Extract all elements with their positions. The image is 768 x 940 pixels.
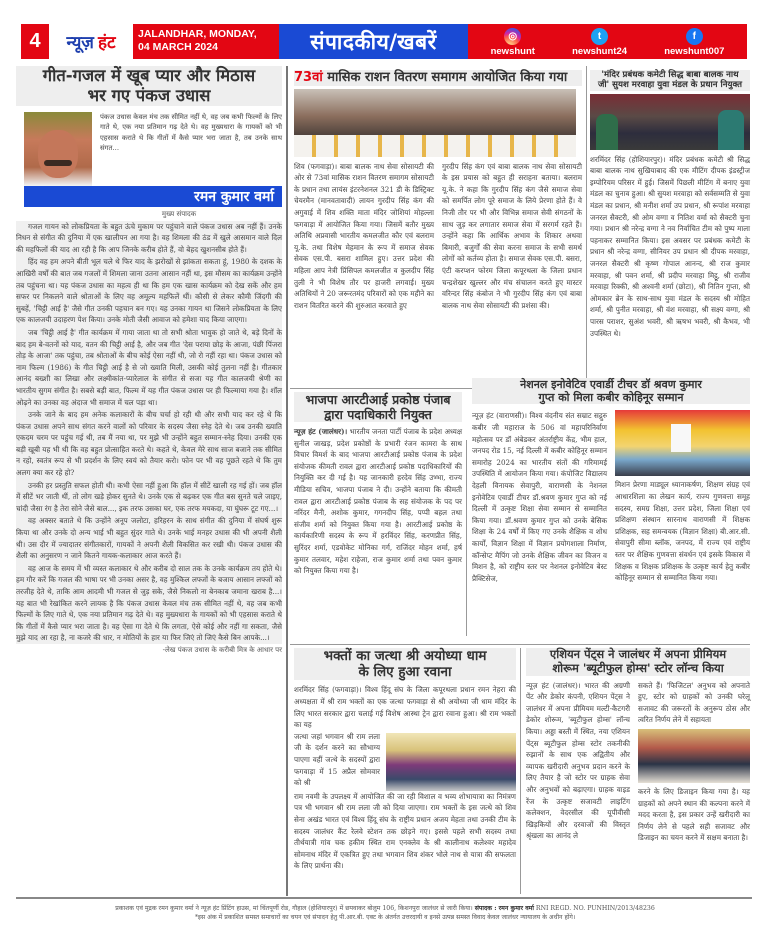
headline-line: भर गए पंकज उधास <box>87 85 211 105</box>
article-body-bottom: राम नवमी के उपलक्ष्य में आयोजित की जा रही विशाल व भव्य शोभायात्रा का निमंत्रण पत्र भी भगवान श्री राम लला जी को दिया जाएगा। राम भक्तों के इस जत्थे को शिव सेना अखंड भारत एवं विश्व हिंदू संघ के राष्ट्रीय प्रधान अजय मेहता तथा उनकी टीम के सदस्य जालंधर कैंट रेलवे स्टेशन तक छोड़ने गए। इससे पहले सभी सदस्य तथा तीर्थयात्री गांव चक हकीम स्थित राम एनक्लेव के श्री कालीनाथ कलेश्वर महादेव सोमनाथ मंदिर में एकत्रित हुए तथा भगवान शिव शंकर भोले नाथ से यात्रा की सफलता के लिए प्रार्थना की। <box>294 791 516 871</box>
logo-part-1: न्यूज़ <box>66 33 94 53</box>
paragraph: उनके जाने के बाद हम अनेक कलाकारों के बीच चर्चा हो रही थी और सभी याद कर रहे थे कि पंकज उधास अपने साथ संगत करने वालों को परिवार के सदस्य जैसा स्नेह देते थे। जब उनकी ख्याति एकदम चरम पर पहुंच गई थी, तब मैं नया था, पर मुझे भी उन्होंने बहुत सम्मान-स्नेह दिया। उनकी एक बड़ी खूबी यह भी थी कि वह बहुत प्रोत्साहित करते थे। कहते थे, केवल मेरे साथ साज बजाने तक सीमित न रहो, स्वतंत्र रूप से भी प्रदर्शन के लिए स्वयं को तैयार करो। फोन पर भी वह पूछते रहते थे कि तुम अलग क्या कर रहे हो? <box>16 410 282 478</box>
article-body: शरमिंदर सिंह (होशियारपुर)। मंदिर प्रबंधक कमेटी श्री सिद्ध बाबा बालक नाथ सुखियाबाद की एक मीटिंग दीपक इंडस्ट्रीज इम्पोरियम परिसर में हुई। जिसमें पिछली मीटिंग में बनाए युवा मंडल का चुनाव हुआ। श्री सुयश मरवाहा को सर्वसम्मति से युवा मंडल का प्रधान, श्री मनीश शर्मा उप प्रधान, श्री रूपांश मरवाहा जनरल सैक्टरी, श्री ओम वग्गा व नितिश वर्मा को सैक्टरी चुना गया। प्रधान श्री नरेन्द्र वग्गा ने नव निर्वाचित टीम को पुष्प माला पहनाकर सम्मानित किया। इस अवसर पर प्रबंधक कमेटी के प्रधान श्री नरेन्द्र वग्गा, सीनियर उप प्रधान श्री दीपक मरवाहा, जनरल सैक्टरी श्री कृष्ण गोपाल आनन्द, श्री राज कुमार मरवाहा, श्री पवन शर्मा, श्री प्रदीप मरवाहा मिट्ठू, श्री राजीव मरवाहा रिक्की, श्री अश्वनी शर्मा (छोटा), श्री नितिन गुप्ता, श्री ओमकार ब्रेन के साथ-साथ युवा मंडल के सदस्य श्री मोहित शर्मा, श्री पुनीत मरवाहा, श्री वंश मरवाहा, श्री सक्ष्य वग्गा, श्री पारस पराशर, सुअंश भवरी, श्री ऋषभ भवरी, श्री कैभव, भी उपस्थित थे। <box>590 154 750 338</box>
article-column-1: न्यूज़ हंट (जालंधर)। भारत की अग्रणी पेंट और डेकोर कंपनी, एशियन पेंट्स ने जालंधर में अपना प्रीमियम मल्टी-कैटगरी डेकोर शोरूम, 'ब्यूटीफुल होम्स' लॉन्च किया। अड्डा बस्ती में स्थित, नया एशियन पेंट्स ब्यूटीफुल होम्स स्टोर तकनीकी रुझानों के साथ एक अद्वितीय और व्यापक खरीदारी अनुभव प्रदान करने के लिए तैयार है जो स्टोर पर ग्राहक सेवा और अनुभवों को बढ़ाएगा। ग्राहक वाइड रेंज के उत्कृष्ट सजावटी लाइटिंग कलेक्शन, वेदरसील की यूपीवीसी खिड़कियों और दरवाजों की विस्तृत श्रृंखला का आनंद ले <box>526 680 630 841</box>
imprint-editor: संपादक : रमन कुमार वर्मा <box>474 905 534 912</box>
imprint-line-2: *इस अंक में प्रकाशित समस्त समाचारों का चयन एवं संपादन हेतु पी.आर.बी. एक्ट के अंतर्गत उत्तरदायी व इनसे उत्पन्न समस्त विवाद केवल जालंधर न्यायालय के अधीन होंगे। <box>194 914 576 921</box>
footer-divider <box>16 897 752 899</box>
headline-line: के लिए हुआ रवाना <box>358 664 452 681</box>
headline-line: शोरूम 'ब्यूटीफुल होम्स' स्टोर लॉन्च किया <box>552 660 724 675</box>
social-twitter[interactable] <box>572 28 627 57</box>
article-intro: पंकज उधास केवल मंच तक सीमित नहीं थे, वह जब कभी फिल्मों के लिए गाते थे, एक नया प्रतिमान गढ़ देते थे। वह मुख्यधारा के गायकों को भी एहसास कराते थे कि गीतों में कैसे प्यार भरा जाता है, तब उनके साथ संगत... <box>100 112 282 153</box>
article-body <box>16 221 282 644</box>
imprint-publisher: प्रकाशक एवं मुद्रक रमन कुमार वर्मा ने न्यूज़ हंट प्रिंटिंग हाउस, मां चिंतपूर्णी रोड, गौहाल (होशियारपुर) में छपवाकर बोलुम 106, किशनपुरा जालंधर से जारी किया। <box>115 905 473 912</box>
dateline-city-day: JALANDHAR, MONDAY, <box>138 28 257 40</box>
paragraph: वह अक्सर बताते थे कि उन्होंने अनूप जलोटा, हरिहरन के साथ संगीत की दुनिया में संघर्ष शुरू किया था और उनके दो अन्य भाई भी बहुत सुंदर गाते थे। उनके भाई मनहर उधास की भी अपनी शैली थी। उस दौर में ज्यादातर संगीतकारों, गायकों ने अपनी शैली विकसित कर रखी थी। पंकज उधास की शैली का अनुसरण न जाने कितने गायक-कलाकार आज करते हैं। <box>16 516 282 561</box>
article-text: भारतीय जनता पार्टी पंजाब के प्रदेश अध्यक्ष सुनील जाखड़, प्रदेश प्रकोष्ठों के प्रभारी रंजन कामरा के साथ विचार विमर्श के बाद भाजपा आरटीआई प्रकोष्ठ पंजाब के प्रदेश संयोजक कीमती रावल द्वारा आरटीआई प्रकोष्ठ पदाधिकारियों की नियुक्ति कर दी गई है। यह जानकारी हरदेव सिंह उभ्भा, राज्य मीडिया सचिव, भाजपा पंजाब ने दी। उन्होंने बताया कि कीमती रावल द्वारा आरटीआई प्रकोष्ठ पंजाब के सह संयोजक के पद पर नरिंदर मैनी, अशोक कुमार, गगनदीप सिंह, पप्पी बहल तथा संजीव शर्मा को नियुक्त किया गया है। आरटीआई प्रकोष्ठ के कार्यकारिणी सदस्य के रूप में हरविंदर सिंह, करणप्रीत सिंह, सुरिंदर शर्मा, एडवोकेट मोनिका गर्ग, राजिंदर मोहन शर्मा, हर्ष कुमार तलवार, महेश राहेजा, राज कुमार शर्मा तथा पवन कुमार को नियुक्त किया गया है। <box>294 427 462 576</box>
article-dateline: न्यूज़ हंट (जालंधर)। <box>294 427 348 436</box>
newspaper-logo[interactable] <box>49 24 133 59</box>
mandir-group-photo <box>590 94 750 150</box>
social-facebook[interactable] <box>664 28 724 57</box>
section-title: संपादकीय/खबरें <box>279 24 468 59</box>
headline-line: एशियन पेंट्स ने जालंधर में अपना प्रीमियम <box>549 647 727 661</box>
author-byline: रमन कुमार वर्मा <box>24 186 282 207</box>
article-column-1: शिव (फगवाड़ा)। बाबा बालक नाथ सेवा सोसायटी की ओर से 73वां मासिक राशन वितरण समागम सोसायटी के प्रधान तथा लायंस इंटरनेशनल 321 डी के डिस्ट्रिक्ट चेयरमैन (मानवतावादी) लायन गुरदीप सिंह कंग की अगुवाई में शिव शक्ति माता मंदिर जोशियां मोहल्ला फगवाड़ा में आयोजित किया गया। जिसमें बतौर मुख्य अतिथि अप्रवासी भारतीय कमलजीत कौर एवं बलराम यू.के. तथा विशेष मेहमान के रूप में समाज सेवक सेवक एस.पी. बसरा शामिल हुए। उत्तर प्रदेश की महिला आप नेत्री प्रिंसिपल कमलजीत व कुलदीप सिंह तुली ने भी विशेष तौर पर हाजरी लगवाई। मुख्य अतिथियों ने 20 जरूरतमंद परिवारों को एक महीने का राशन वितरित करने की शुरुआत करवाते हुए <box>294 161 434 310</box>
headline-line: गीत-गजल में खूब प्यार और मिठास <box>42 66 256 85</box>
headline-line: भाजपा आरटीआई प्रकोष्ठ पंजाब <box>305 392 451 407</box>
headline-line: जी' सुयश मरवाहा युवा मंडल के प्रधान नियुक्त <box>597 80 743 91</box>
headline-highlight: 73वां <box>294 70 323 85</box>
headline-line: 'मंदिर प्रबंधक कमेटी सिद्ध बाबा बालक नाथ <box>601 70 739 80</box>
article-pankaj-udhas <box>16 66 282 655</box>
headline-line: गुप्त को मिला कबीर कोहिनूर सम्मान <box>538 391 684 405</box>
column-divider <box>586 66 587 380</box>
headline-line: नेशनल इनोवेटिव एवार्डी टीचर डॉ श्रवण कुमार <box>520 378 702 391</box>
devotees-group-photo <box>386 733 516 791</box>
article-mandir-committee <box>590 70 750 339</box>
twitter-icon: t <box>591 28 608 45</box>
headline-line: भक्तों का जत्था श्री अयोध्या धाम <box>323 648 487 664</box>
article-column-2: गुरदीप सिंह कंग एवं बाबा बालक नाथ सेवा सोसायटी के इस प्रयास को बहुत ही सराहना बताया। बलराम यू.के. ने कहा कि गुरदीप सिंह कंग जैसे समाज सेवा को समर्पित लोग पूरे समाज के लिये प्रेरणा होते हैं। वे निजी तौर पर भी और विभिन्न समाज सेवी संगठनों के साथ जुड़ कर लगातार समाज सेवा में सरगर्म रहते हैं। उन्होंने कहा कि आर्थिक अभाव के शिकार अथवा बिमारी, बजुर्गों की सेवा करना समाज के सभी समर्थ लोगों को कर्तव्य होता है। समाज सेवक एस.पी. बसरा, एंटी करप्शन फोरम जिला कपूरथला के जिला प्रधान चन्द्रशेखर खुल्लर और मंच संचालन करते हुए मास्टर वरिन्दर सिंह कंबोज ने भी गुरदीप सिंह कंग एवं बाबा बालक नाथ सेवा सोसायटी की प्रशंसा की। <box>442 161 582 310</box>
article-headline <box>294 70 582 86</box>
social-instagram[interactable] <box>491 28 535 57</box>
ration-event-photo <box>294 89 576 157</box>
dateline <box>133 24 279 59</box>
facebook-icon: f <box>686 28 703 45</box>
article-headline <box>294 648 516 680</box>
article-body-left: जत्था जहां भगवान श्री राम लला जी के दर्शन करने का सौभाग्य पाएगा वहीं जत्थे के सदस्यों द्वारा फगवाड़ा में 15 अप्रैल सोमवार को श्री <box>294 731 380 788</box>
paragraph: उनकी हर प्रस्तुति सफल होती थी। कभी ऐसा नहीं हुआ कि हॉल में सीटें खाली रह गई हों। जब हॉल में सीटें भर जाती थीं, तो लोग खड़े होकर सुनते थे। उनके एक से बढ़कर एक गीत बस सुनते चले जाइए, चांदी जैसा रंग है तेरा सोने जैसे बाल..., इक तरफ उसका घर, एक तरफ मयकदा, या घुंघरू टूट गए...। <box>16 480 282 513</box>
article-column-1: न्यूज़ हंट (वाराणसी)। विश्व वंदनीय संत सम्राट सद्गुरु कबीर जी महाराज के 506 वां महापरिनिर्वाण महोत्सव पर डॉ अंबेडकर अंतर्राष्ट्रीय केंद्र, भीम हाल, जनपद रोड 15, नई दिल्ली में कबीर कोहिनूर सम्मान समारोह 2024 का भारतीय संतों की गरिमामई उपस्थिति में आयोजन किया गया। कंपोजिट विद्यालय देहली विनायक सेवापुरी, वाराणसी के नेशनल इनोवेटिव एवार्डी टीचर डॉ.श्रवण कुमार गुप्त को नई दिल्ली में उत्कृष्ट शिक्षा सेवा सम्मान से सम्मानित किया गया। डॉ.श्रवण कुमार गुप्त को उनके बेसिक शिक्षा के 24 वर्षों में किए गए उनके शैक्षिक व शोध कार्यों, विज्ञान शिक्षा में विज्ञान प्रयोगशाला निर्माण, कॉन्सेप्ट मैपिंग जो उनके शैक्षिक जीवन का विजन व मिशन है, को राष्ट्रीय स्तर पर नेशनल इनोवेटिव बेस्ट प्रैक्टिसेज, <box>472 411 607 583</box>
imprint-footer <box>30 904 740 922</box>
column-divider <box>286 66 288 896</box>
article-column-2-top: सकते हैं। 'फिजिटल' अनुभव को अपनाते हुए, स्टोर को ग्राहकों को उनकी घरेलू सजावट की जरूरतों के अनुरूप ठोस और त्वरित निर्णय लेने में सहायता <box>638 680 750 725</box>
article-headline <box>294 392 462 422</box>
article-column-2-bottom: करने के लिए डिजाइन किया गया है। यह ग्राहकों को अपने स्थान की कल्पना करने में मदद करता है, इस प्रकार उन्हें खरीदारी का निर्णय लेने से पहले सही सजावट और डिजाइन का चयन करने में सक्षम बनाता है। <box>638 786 750 843</box>
article-headline <box>526 648 750 676</box>
paragraph: वह आज के समय में भी व्यस्त कलाकार थे और करीब दो साल तक के उनके कार्यक्रम तय होते थे। हम गौर करें कि गजल की भाषा पर भी उनका असर है, वह मुश्किल लफ्जों के बजाय आसान लफ्जों को तरजीह देते थे, ताकि आम आदमी भी गजल से जुड़ सके, जैसे निकलो ना बेनकाब जमाना खराब है...। यह बात भी रेखांकित करने लायक है कि पंकज उधास केवल मंच तक सीमित नहीं थे, वह जब कभी फिल्मों के लिए गाते थे, एक नया प्रतिमान गढ़ देते थे। वह मुख्यधारा के गायकों को भी एहसास कराते थे कि गीतों में कैसे प्यार भरा जाता है। वह ऐसा गा देते थे कि लगता, ऐसे कोई और नहीं गा सकता, जैसे मुझे याद आ रहा है, ना कजरे की धार, न मोतियों के हार या फिर जिएं तो जिएं कैसे बिन आपके...। <box>16 563 282 643</box>
store-launch-photo <box>638 729 750 783</box>
social-links <box>468 24 747 59</box>
article-bjp-rti-cell <box>294 392 462 577</box>
social-handle: newshunt007 <box>664 46 725 57</box>
social-handle: newshunt24 <box>572 46 628 57</box>
article-body <box>294 426 462 577</box>
article-column-2: मिशन प्रेरणा माड्यूल ध्यानाकर्षण, शिक्षण संग्रह एवं आधारशिला का लेखन कार्य, राज्य गुणवत्ता समूह सदस्य, समग्र शिक्षा, उत्तर प्रदेश, जिला शिक्षा एवं प्रशिक्षण संस्थान सारनाथ वाराणसी में शिक्षक प्रशिक्षक, सह समन्वयक (विज्ञान शिक्षा) बी.आर.सी. सेवापुरी सीमा ब्लॉक, जनपद, में राज्य एवं राष्ट्रीय स्तर पर शैक्षिक गुणवत्ता संवर्धन एवं इसके विकास में शिक्षक व शिक्षक प्रशिक्षक के उत्कृष्ट कार्य हेतु कबीर कोहिनूर सम्मान से सम्मानित किया गया। <box>615 480 750 583</box>
article-ration-distribution <box>294 70 582 311</box>
paragraph: हिंद वह हम अपने बीती भूल चले थे फिर याद के झरोखों से झांकता सकता हूं, 1980 के दशक के आखिरी वर्षों की बात जब गजलों में शिमला जाना उतना आसान नहीं था, इस मौसम का कार्यक्रम उन्होंने तब पहुंचना था। यह पंकज उधास का महत्व ही था कि हम एक खास कार्यक्रम को देख सकें और हम सफर पर निकलने वाले श्रोताओं के लिए वह अमूल्य महफिलें थीं। कौसी से लेकर कौमी जिंदगी की सुबहें, 'चिट्ठी आई है' जैसे गीत उनकी पहचान बन गए। यह उनका गायन था जिसने लोकप्रियता के लिए एक कालजयी उदाहरण पेश किया। उनके मोती जैसी आवाज को हमेशा याद किया जाएगा। <box>16 257 282 325</box>
article-asian-paints <box>526 648 750 844</box>
section-divider <box>290 644 750 645</box>
logo-part-2: हंट <box>97 33 116 53</box>
article-kabir-award <box>472 374 750 584</box>
masthead <box>21 24 747 59</box>
author-title: मुख्य संपादक <box>161 209 197 218</box>
headline-text: मासिक राशन वितरण समागम आयोजित किया गया <box>327 70 568 85</box>
instagram-icon: ◎ <box>504 28 521 45</box>
social-handle: newshunt <box>490 46 535 57</box>
imprint-line-1 <box>30 904 740 913</box>
award-ceremony-photo <box>615 410 750 476</box>
page-number: 4 <box>21 24 49 59</box>
column-divider <box>520 648 521 894</box>
article-headline <box>16 66 282 106</box>
dateline-date: 04 MARCH 2024 <box>138 41 218 53</box>
headline-line: द्वारा पदाधिकारी नियुक्त <box>324 407 432 422</box>
article-headline <box>472 378 750 404</box>
article-headline <box>590 70 750 91</box>
column-divider <box>466 440 467 636</box>
imprint-registration: RNI REGD. NO. PUNHIN/2013/48236 <box>535 905 655 912</box>
paragraph: गजल गायन को लोकप्रियता के बहुत ऊंचे मुकाम पर पहुंचाने वाले पंकज उधास अब नहीं हैं। उनके निधन से संगीत की दुनिया में एक खालीपन आ गया है। वह शिमला की ठंड में खुले आसमान वाले दिल की महफिलों की याद आ रही है कि आप जिनके करीब होते हैं, वो बेहद खुशनसीब होते हैं। <box>16 221 282 254</box>
article-body-top: शरमिंदर सिंह (फगवाड़ा)। विश्व हिंदू संघ के जिला कपूरथला प्रधान रमन नेहरा की अध्यक्षता में श्री राम भक्तों का एक जत्था फगवाड़ा से श्री अयोध्या जी धाम मंदिर के लिए भारत सरकार द्वारा चलाई गई विशेष आस्था ट्रेन द्वारा रवाना हुआ। श्री राम भक्तों का यह <box>294 685 516 730</box>
paragraph: जब 'चिट्ठी आई है' गीत कार्यक्रम में गाया जाता था तो सभी श्रोता भावुक हो जाते थे, बड़े दिनों के बाद हम बे-वतनों को याद, वतन की चिट्ठी आई है, और जब गीत 'देस पराया छोड़ के आजा, पंछी पिंजरा तोड़ के आजा' तक पहुंचा, तब श्रोताओं के बीच कोई ऐसा नहीं थी, जो रो नहीं रहा था। पंकज उधास को नाम फिल्म (1986) के गीत चिट्ठी आई है से जो ख्याति मिली, उसकी कोई तुलना नहीं है। गीतकार आनंद बख्शी का लिखा और लक्ष्मीकांत-प्यारेलाल के संगीत से सजा यह गीत कालजयी श्रेणी का भारतीय सुगम संगीत है। सबसे बड़ी बात, फिल्म में यह गीत पंकज उधास पर ही फिल्माया गया है। शॉल ओढ़ने का उनका वह अंदाज भी समाज में चल पड़ा था। <box>16 327 282 407</box>
article-ayodhya-jatha <box>294 648 516 872</box>
source-note: -लेख पंकज उधास के करीबी मित्र के आधार पर <box>162 645 282 654</box>
